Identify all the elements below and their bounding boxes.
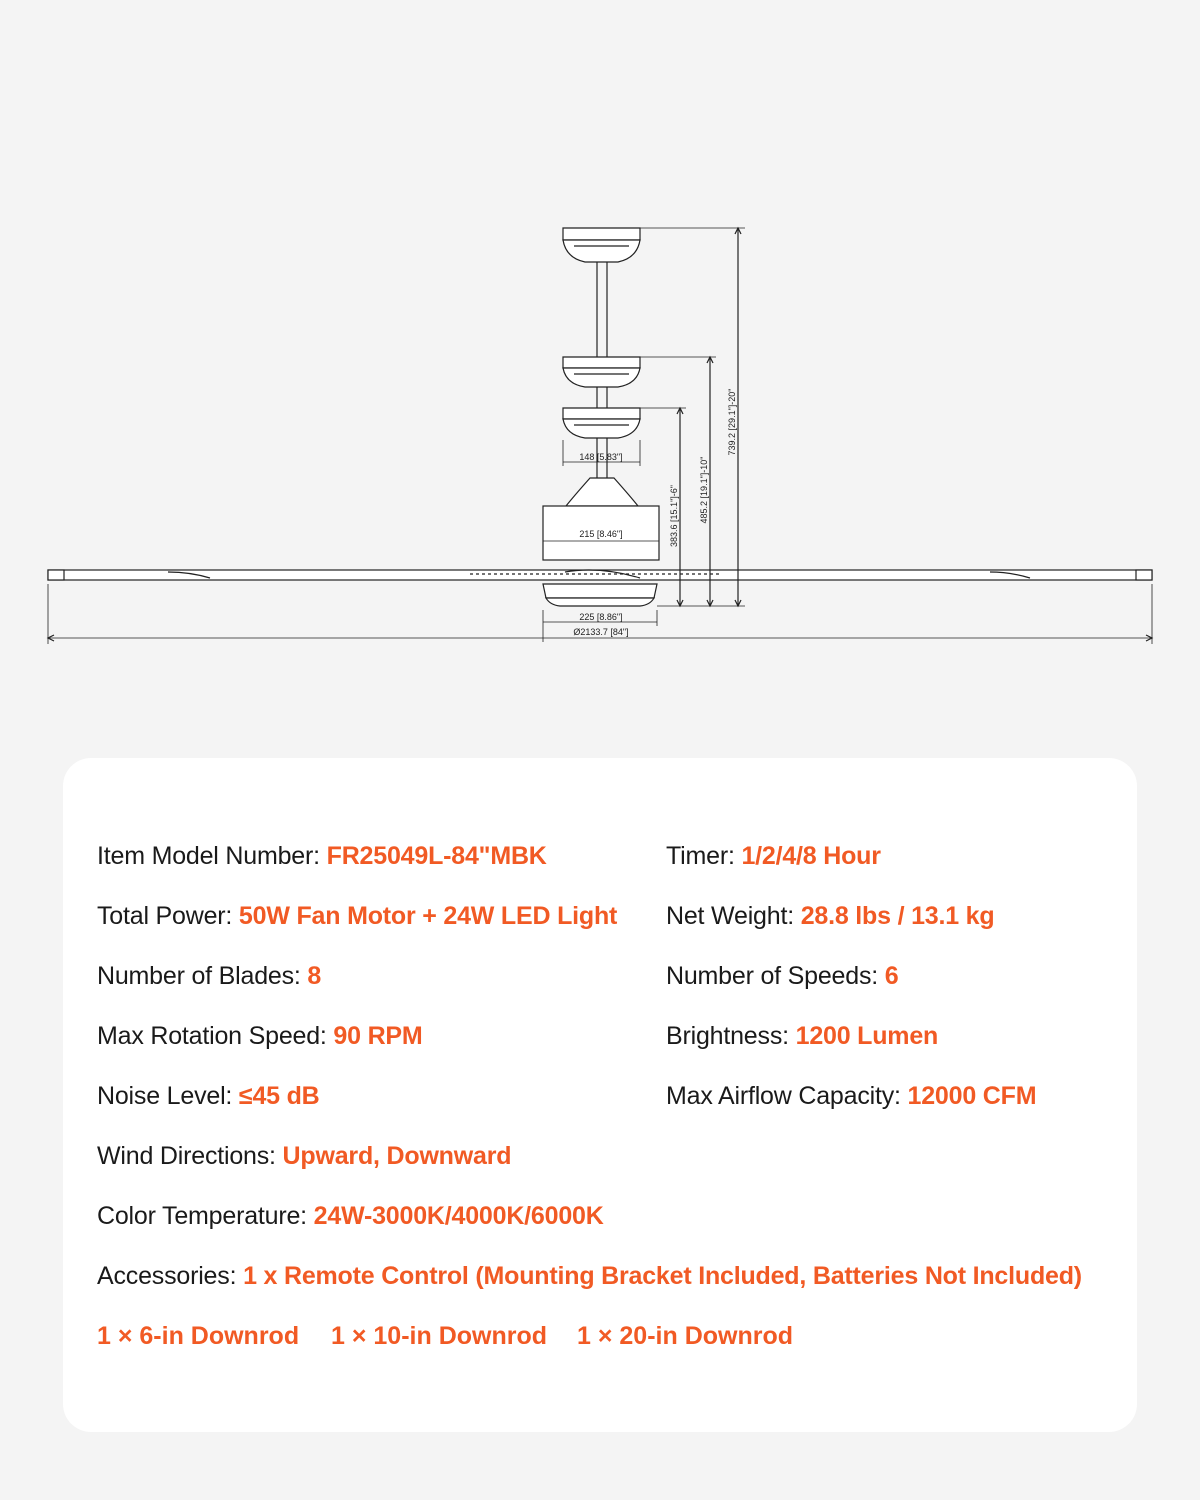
spec-speeds: Number of Speeds: 6 [666,962,899,990]
spec-accessories: Accessories: 1 x Remote Control (Mounting Bracket Included, Batteries Not Included) [97,1262,1082,1290]
canopy-6in [563,408,640,438]
spec-timer: Timer: 1/2/4/8 Hour [666,842,881,870]
spec-brightness: Brightness: 1200 Lumen [666,1022,939,1050]
downrod-6in: 1 × 6-in Downrod [97,1322,300,1350]
light-kit [543,584,657,606]
overall-height-label: 739.2 [29.1"]-20" [727,388,737,456]
spec-wind-directions: Wind Directions: Upward, Downward [97,1142,512,1170]
spec-blades: Number of Blades: 8 [97,962,322,990]
spec-airflow: Max Airflow Capacity: 12000 CFM [666,1082,1037,1110]
spec-net-weight: Net Weight: 28.8 lbs / 13.1 kg [666,902,995,930]
spec-color-temperature: Color Temperature: 24W-3000K/4000K/6000K [97,1202,604,1230]
mid-height-label: 485.2 [19.1"]-10" [699,456,709,524]
fan-dimension-diagram [0,0,1200,700]
fan-blades [48,570,1152,580]
spec-model: Item Model Number: FR25049L-84"MBK [97,842,547,870]
short-height-label: 383.6 [15.1"]-6" [669,485,679,547]
motor-width-label: 215 [8.46"] [579,529,623,539]
canopy-20in [563,228,640,262]
spec-total-power: Total Power: 50W Fan Motor + 24W LED Light [97,902,618,930]
canopy-10in [563,357,640,387]
spec-rotation-speed: Max Rotation Speed: 90 RPM [97,1022,423,1050]
spec-noise: Noise Level: ≤45 dB [97,1082,320,1110]
canopy-width-label: 148 [5.83"] [579,452,623,462]
light-width-label: 225 [8.86"] [579,612,623,622]
downrod-20in: 1 × 20-in Downrod [577,1322,794,1350]
downrod-10in: 1 × 10-in Downrod [331,1322,548,1350]
span-label: Ø2133.7 [84"] [573,627,629,637]
spec-card [63,758,1137,1432]
